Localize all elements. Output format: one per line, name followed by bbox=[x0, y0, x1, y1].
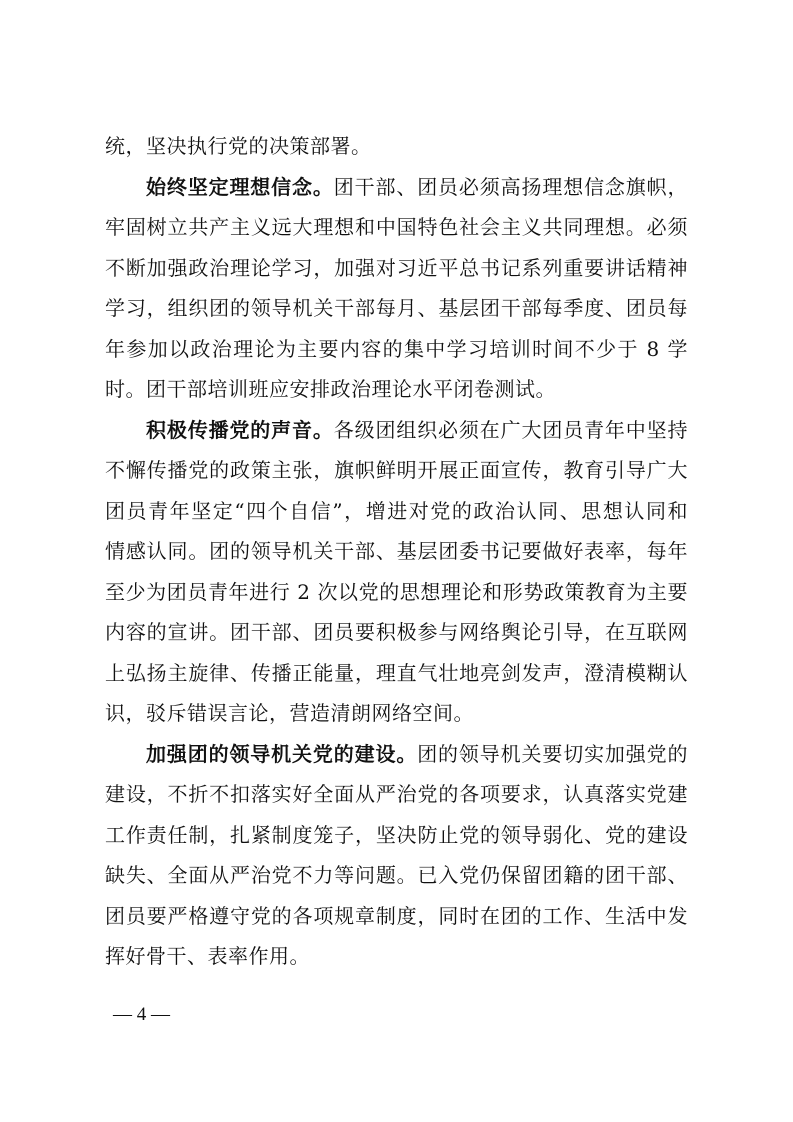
paragraph-heading: 积极传播党的声音。 bbox=[146, 417, 334, 442]
text-line bbox=[105, 815, 688, 856]
line-text: 不断加强政治理论学习，加强对习近平总书记系列重要讲话精神 bbox=[105, 255, 688, 280]
line-text: 团员青年坚定“四个自信”，增进对党的政治认同、思想认同和 bbox=[105, 498, 688, 523]
line-text: 团干部、团员必须高扬理想信念旗帜， bbox=[333, 174, 689, 199]
text-line bbox=[105, 572, 688, 613]
line-text: 牢固树立共产主义远大理想和中国特色社会主义共同理想。必须 bbox=[105, 215, 688, 239]
line-text: 团员要严格遵守党的各项规章制度，同时在团的工作、生活中发 bbox=[105, 903, 688, 928]
line-text: 内容的宣讲。团干部、团员要积极参与网络舆论引导，在互联网 bbox=[105, 620, 688, 644]
text-line bbox=[105, 693, 688, 734]
line-text: 识，驳斥错误言论，营造清朗网络空间。 bbox=[105, 701, 474, 725]
text-line bbox=[105, 491, 688, 532]
text-line bbox=[105, 167, 688, 208]
line-text: 时。团干部培训班应安排政治理论水平闭卷测试。 bbox=[105, 377, 556, 401]
line-text: 缺失、全面从严治党不力等问题。已入党仍保留团籍的团干部、 bbox=[105, 863, 688, 887]
document-body bbox=[105, 126, 688, 977]
paragraph-heading: 加强团的领导机关党的建设。 bbox=[146, 741, 418, 766]
page-number: — 4 — bbox=[113, 1004, 170, 1025]
line-text: 情感认同。团的领导机关干部、基层团委书记要做好表率，每年 bbox=[105, 539, 688, 563]
text-line bbox=[105, 896, 688, 937]
text-line bbox=[105, 410, 688, 451]
text-line bbox=[105, 936, 688, 977]
text-line bbox=[105, 612, 688, 653]
line-text: 工作责任制，扎紧制度笼子，坚决防止党的领导弱化、党的建设 bbox=[105, 822, 688, 847]
line-text: 团的领导机关要切实加强党的 bbox=[417, 741, 689, 766]
text-line bbox=[105, 369, 688, 410]
line-text: 学习，组织团的领导机关干部每月、基层团干部每季度、团员每 bbox=[105, 296, 688, 320]
line-text: 不懈传播党的政策主张，旗帜鲜明开展正面宣传，教育引导广大 bbox=[105, 458, 688, 482]
line-text: 至少为团员青年进行 2 次以党的思想理论和形势政策教育为主要 bbox=[105, 579, 688, 604]
text-line bbox=[105, 207, 688, 248]
line-text: 统，坚决执行党的决策部署。 bbox=[105, 134, 372, 158]
text-line bbox=[105, 126, 688, 167]
line-text: 建设，不折不扣落实好全面从严治党的各项要求，认真落实党建 bbox=[105, 782, 688, 806]
text-line bbox=[105, 653, 688, 694]
text-line bbox=[105, 248, 688, 289]
text-line bbox=[105, 855, 688, 896]
text-line bbox=[105, 288, 688, 329]
line-text: 挥好骨干、表率作用。 bbox=[105, 944, 310, 968]
paragraph-heading: 始终坚定理想信念。 bbox=[146, 174, 334, 199]
line-text: 上弘扬主旋律、传播正能量，理直气壮地亮剑发声，澄清模糊认 bbox=[105, 660, 688, 685]
text-line bbox=[105, 774, 688, 815]
text-line bbox=[105, 329, 688, 370]
line-text: 年参加以政治理论为主要内容的集中学习培训时间不少于 8 学 bbox=[105, 336, 688, 361]
text-line bbox=[105, 734, 688, 775]
line-text: 各级团组织必须在广大团员青年中坚持 bbox=[333, 417, 689, 442]
text-line bbox=[105, 450, 688, 491]
text-line bbox=[105, 531, 688, 572]
